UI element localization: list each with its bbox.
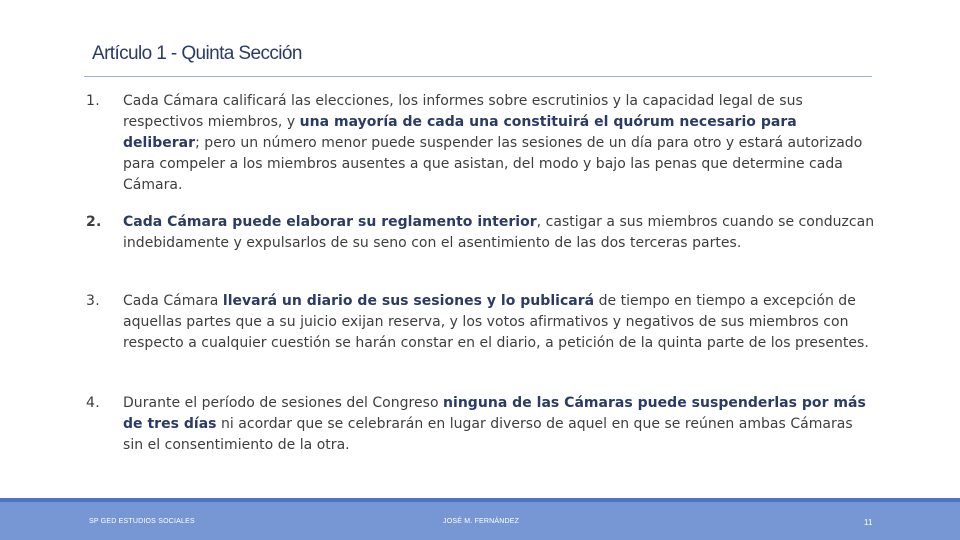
list-item-4: [86, 393, 876, 456]
list-number: 4.: [86, 395, 100, 411]
list-item-3: [86, 291, 876, 354]
highlight-segment: llevará un diario de sus sesiones y lo publicará: [222, 293, 595, 309]
text-segment: Cada Cámara: [123, 293, 223, 309]
list-item-text: [123, 393, 876, 456]
footer-accent-line: [0, 498, 960, 502]
text-segment: Cada Cámara calificará las elecciones, los informes sobre escrutinios y la capacidad legal de sus respectivos miembros, y: [123, 93, 803, 130]
text-segment: de tiempo en tiempo a excepción de aquellas partes que a su juicio exijan reserva, y los votos afirmativos y negativos de sus miembros con respecto a cualquier cuestión se harán constar en el diario, a petición de la quinta parte de los presentes.: [123, 293, 869, 351]
text-segment: , castigar a sus miembros cuando se conduzcan indebidamente y expulsarlos de su seno con el asentimiento de las dos terceras partes.: [123, 214, 875, 251]
page-number: 11: [864, 518, 873, 527]
slide-title: Artículo 1 - Quinta Sección: [92, 43, 302, 64]
list-item-2: [86, 212, 876, 254]
list-item-text: [123, 291, 876, 354]
highlight-segment: Cada Cámara puede elaborar su reglamento interior: [123, 214, 537, 230]
highlight-segment: ninguna de las Cámaras puede suspenderlas por más de tres días: [123, 395, 866, 432]
list-item-text: [123, 212, 876, 254]
footer-author: JOSÉ M. FERNÁNDEZ: [443, 518, 520, 525]
footer-course-label: SP GED ESTUDIOS SOCIALES: [89, 518, 195, 525]
list-number: 1.: [86, 93, 100, 109]
list-number: 3.: [86, 293, 100, 309]
text-segment: ni acordar que se celebrarán en lugar diverso de aquel en que se reúnen ambas Cámaras sin el consentimiento de la otra.: [123, 416, 853, 453]
text-segment: ; pero un número menor puede suspender las sesiones de un día para otro y estará autorizado para compeler a los miembros ausentes a que asistan, del modo y bajo las penas que determine cada Cámara.: [123, 135, 863, 193]
list-item-text: [123, 91, 876, 196]
list-item-1: [86, 91, 876, 196]
title-divider: [84, 76, 872, 77]
highlight-segment: una mayoría de cada una constituirá el quórum necesario para deliberar: [123, 114, 797, 151]
text-segment: Durante el período de sesiones del Congreso: [123, 395, 444, 411]
list-number: 2.: [86, 214, 102, 230]
